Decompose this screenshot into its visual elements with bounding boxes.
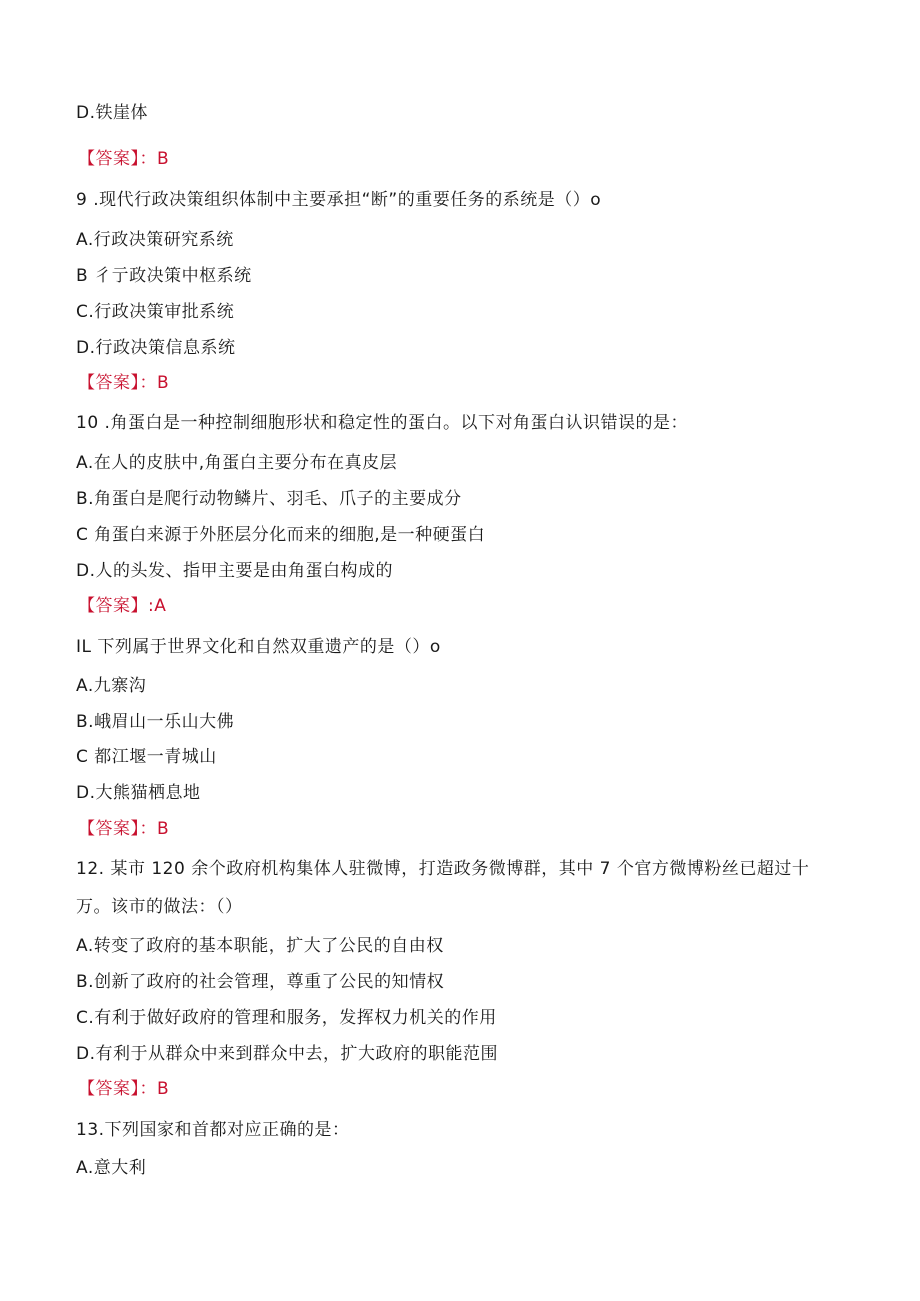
option-line: B.峨眉山一乐山大佛 bbox=[76, 712, 235, 732]
option-line: C.行政决策审批系统 bbox=[76, 302, 235, 322]
option-line: A.在人的皮肤中,角蛋白主要分布在真皮层 bbox=[76, 453, 398, 473]
option-line: C 角蛋白来源于外胚层分化而来的细胞,是一种硬蛋白 bbox=[76, 525, 486, 545]
option-line: A.转变了政府的基本职能，扩大了公民的自由权 bbox=[76, 936, 444, 956]
answer-line: 【答案】:A bbox=[78, 596, 167, 616]
question-line: 12. 某市 120 余个政府机构集体人驻微博，打造政务微博群，其中 7 个官方微博粉丝已超过十 bbox=[76, 859, 810, 879]
option-line: D.行政决策信息系统 bbox=[76, 338, 236, 358]
option-line: B 彳亍政决策中枢系统 bbox=[76, 266, 252, 286]
option-line: D.人的头发、指甲主要是由角蛋白构成的 bbox=[76, 561, 393, 581]
question-line: 13.下列国家和首都对应正确的是： bbox=[76, 1120, 350, 1140]
option-line: B.创新了政府的社会管理，尊重了公民的知情权 bbox=[76, 972, 445, 992]
question-line: IL 下列属于世界文化和自然双重遗产的是（）o bbox=[76, 637, 441, 657]
option-line: A.行政决策研究系统 bbox=[76, 230, 234, 250]
answer-line: 【答案】：B bbox=[78, 373, 170, 393]
answer-line: 【答案】：B bbox=[78, 1079, 170, 1099]
option-line: B.角蛋白是爬行动物鳞片、羽毛、爪子的主要成分 bbox=[76, 489, 462, 509]
option-line: C.有利于做好政府的管理和服务，发挥权力机关的作用 bbox=[76, 1008, 497, 1028]
answer-line: 【答案】：B bbox=[78, 149, 170, 169]
option-line: C 都江堰一青城山 bbox=[76, 747, 217, 767]
question-line: 10 .角蛋白是一种控制细胞形状和稳定性的蛋白。以下对角蛋白认识错误的是： bbox=[76, 413, 688, 433]
option-line: D.有利于从群众中来到群众中去，扩大政府的职能范围 bbox=[76, 1044, 498, 1064]
option-line: A.九寨沟 bbox=[76, 676, 147, 696]
option-line: D.大熊猫栖息地 bbox=[76, 783, 201, 803]
option-line: D.铁崖体 bbox=[76, 103, 148, 123]
question-line: 9 .现代行政决策组织体制中主要承担“断”的重要任务的系统是（）o bbox=[76, 190, 602, 210]
question-line: 万。该市的做法：（） bbox=[76, 897, 243, 917]
option-line: A.意大利 bbox=[76, 1158, 147, 1178]
answer-line: 【答案】：B bbox=[78, 819, 170, 839]
